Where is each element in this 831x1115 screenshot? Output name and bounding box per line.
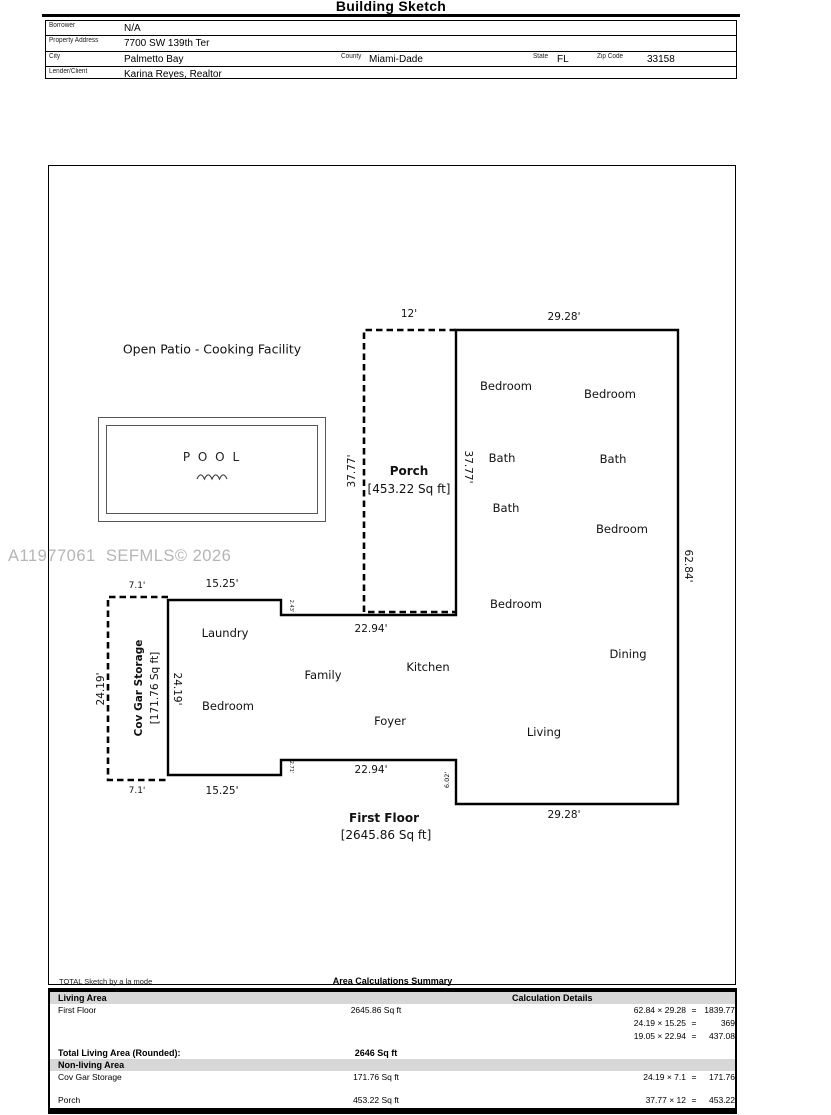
calc-equals: = [691,1095,697,1105]
calc-equals: = [691,1018,697,1028]
first-floor-calc-1 [614,1005,735,1015]
nonliving-header-row [50,1059,735,1071]
dim-porch-left: 37.77' [346,454,358,488]
dim-step-top: 2.43' [288,599,294,613]
dim-step-bottom: 2.71' [288,760,294,774]
living-area-header-row [50,992,735,1004]
property-address-value: 7700 SW 139th Ter [124,38,210,50]
total-living-label: Total Living Area (Rounded): [58,1048,181,1058]
house-outline [168,330,678,804]
room-label-living: Living [526,725,562,739]
pool-label: P O O L [182,450,242,464]
room-label-bath-1: Bath [488,451,516,465]
porch-area-label: [453.22 Sq ft] [367,482,451,496]
porch-row-area: 453.22 Sq ft [353,1095,399,1105]
garage-area-label: [171.76 Sq ft] [149,651,161,725]
room-label-bedroom-2: Bedroom [583,387,637,401]
dim-living-step: 6.02' [443,771,451,789]
property-info-table [45,20,737,79]
property-address-label: Property Address [49,37,99,45]
borrower-row [46,21,736,36]
pool [98,417,326,522]
county-value: Miami-Dade [369,53,423,65]
room-label-bedroom-4: Bedroom [489,597,543,611]
dim-garage-right: 24.19' [171,672,183,706]
room-label-foyer: Foyer [374,714,406,728]
dim-garage-top: 7.1' [128,581,146,591]
calc-equals: = [691,1005,697,1015]
water-wave-icon [195,470,229,482]
dim-mid-top: 22.94' [354,623,388,635]
garage-name-label: Cov Gar Storage [133,639,145,737]
dim-bottom-right: 29.28' [547,809,581,821]
dim-mid-bottom: 22.94' [354,764,388,776]
city-county-state-zip-row [46,52,736,67]
calc-expression: 62.84 × 29.28 [633,1005,686,1015]
porch-row-calc [614,1095,735,1105]
page-title: Building Sketch [335,0,447,14]
sketch-software-note: TOTAL Sketch by a la mode [59,977,153,986]
calculation-details-header: Calculation Details [512,993,593,1003]
calc-value: 1839.77 [704,1005,735,1015]
mls-watermark: A11977061 SEFMLS© 2026 [8,547,232,565]
dim-garage-bottom: 7.1' [128,786,146,796]
first-floor-area-label: [2645.86 Sq ft] [340,828,432,842]
living-area-header: Living Area [58,993,107,1003]
city-label: City [49,52,61,60]
room-label-bath-2: Bath [599,452,627,466]
room-label-bedroom-1: Bedroom [479,379,533,393]
summary-title: Area Calculations Summary [332,976,453,986]
title-underline [42,14,740,17]
zip-value: 33158 [647,53,675,65]
first-floor-calc-3 [614,1031,735,1041]
dim-porch-right: 37.77' [462,450,474,484]
borrower-label: Borrower [49,22,76,29]
floor-plan-walls [48,165,736,985]
calc-expression: 24.19 × 7.1 [643,1072,686,1082]
first-floor-name: First Floor [58,1005,97,1015]
room-label-bedroom-3: Bedroom [595,522,649,536]
porch-row-name: Porch [58,1095,81,1105]
property-address-row [46,36,736,51]
room-label-dining: Dining [609,647,647,661]
calc-equals: = [691,1072,697,1082]
lender-row [46,67,736,81]
room-label-laundry: Laundry [201,626,249,640]
porch-name-label: Porch [389,464,429,478]
county-label: County [341,52,362,60]
dim-left-top: 15.25' [205,578,239,590]
summary-table-body [48,992,737,1109]
dim-right-side: 62.84' [682,549,694,583]
calc-expression: 24.19 × 15.25 [633,1018,686,1028]
nonliving-header: Non-living Area [58,1060,125,1070]
calc-expression: 37.77 × 12 [645,1095,686,1105]
room-label-family: Family [304,668,342,682]
dim-garage-left: 24.19' [95,672,107,706]
summary-bottom-border [48,1108,737,1114]
state-value: FL [557,53,569,65]
lender-label: Lender/Client [49,67,88,75]
calc-value: 369 [720,1018,735,1028]
first-floor-calc-2 [614,1018,735,1028]
first-floor-area: 2645.86 Sq ft [350,1005,402,1015]
calc-value: 437.08 [709,1031,735,1041]
area-calculations-summary [48,976,737,1115]
calc-equals: = [691,1031,697,1041]
dim-top-right: 29.28' [547,311,581,323]
total-living-value: 2646 Sq ft [354,1048,398,1058]
calc-value: 453.22 [709,1095,735,1105]
room-label-bedroom-5: Bedroom [201,699,255,713]
dim-porch-width-top: 12' [400,308,418,320]
room-label-bath-3: Bath [492,501,520,515]
state-label: State [533,52,549,60]
borrower-value: N/A [124,23,141,34]
garage-row-name: Cov Gar Storage [58,1072,122,1082]
city-value: Palmetto Bay [124,53,184,65]
garage-row-area: 171.76 Sq ft [353,1072,399,1082]
open-patio-label: Open Patio - Cooking Facility [122,341,302,357]
garage-row-calc [614,1072,735,1082]
calc-value: 171.76 [709,1072,735,1082]
room-label-kitchen: Kitchen [406,660,450,674]
lender-value: Karina Reyes, Realtor [124,68,222,80]
calc-expression: 19.05 × 22.94 [633,1031,686,1041]
dim-left-bottom: 15.25' [205,785,239,797]
first-floor-name-label: First Floor [348,811,420,825]
zip-label: Zip Code [597,52,624,60]
